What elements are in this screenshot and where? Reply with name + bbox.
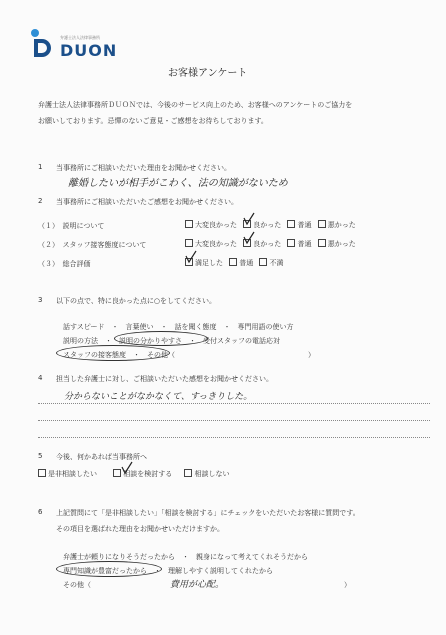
q4-number: 4 <box>38 374 43 382</box>
q5-options <box>38 469 229 479</box>
selected-option-circle <box>114 331 208 346</box>
option-label: 普通 <box>297 221 312 229</box>
q6-other-close: ） <box>344 581 351 589</box>
q3-line-2: 説明の方法 ・ 説明の分かりやすさ ・ 受付スタッフの電話応対 <box>63 337 280 345</box>
q6-other-answer: 費用が心配。 <box>170 580 225 590</box>
logo-tagline: 弁護士法人法律事務所 <box>60 35 100 40</box>
option-label: 普通 <box>239 259 254 267</box>
check-mark-row-2 <box>244 232 254 243</box>
q4-text: 担当した弁護士に対し、ご相談いただいた感想をお聞かせください。 <box>56 375 273 383</box>
q1-text: 当事務所にご相談いただいた理由をお聞かせください。 <box>56 164 231 172</box>
option-label: 悪かった <box>327 240 356 248</box>
selected-option-circle <box>56 345 170 361</box>
option-label: 相談を検討する <box>123 470 173 478</box>
option-label: 普通 <box>297 240 312 248</box>
option-label: 是非相談したい <box>48 470 97 478</box>
q1-answer: 離婚したいが相手がこわく、法の知識がないため <box>68 178 288 189</box>
answer-line <box>38 437 430 438</box>
q2-text: 当事務所にご相談いただいたご感想をお聞かせください。 <box>56 198 238 206</box>
q6-number: 6 <box>38 508 43 516</box>
q1-number: 1 <box>38 163 43 171</box>
option-label: 大変良かった <box>195 221 237 229</box>
check-mark-row-3 <box>186 251 196 262</box>
intro-line-2: お願いしております。忌憚のないご意見・ご感想をお待ちしております。 <box>38 117 268 125</box>
q6-line-1: 弁護士が頼りになりそうだったから ・ 親身になって考えてくれそうだから <box>63 553 308 561</box>
checkbox[interactable] <box>184 469 192 477</box>
q3-line-3: スタッフの接客態度 ・ その他（ ） <box>63 351 315 359</box>
q5-text: 今後、何かあれば当事務所へ <box>56 453 147 461</box>
q2-number: 2 <box>38 197 43 205</box>
q3-line-1: 話すスピード ・ 言葉使い ・ 話を聞く態度 ・ 専門用語の使い方 <box>63 323 294 331</box>
q2-row-1-label: （１） 説明について <box>38 222 105 230</box>
q3-number: 3 <box>38 296 43 304</box>
option-label: 良かった <box>253 221 282 229</box>
option-label: 満足した <box>195 259 223 267</box>
answer-line <box>38 420 430 421</box>
page-title: お客様アンケート <box>168 68 248 79</box>
q2-row-2-label: （２） スタッフ接客態度について <box>38 241 147 249</box>
selected-option-circle <box>56 561 162 577</box>
q5-number: 5 <box>38 452 43 460</box>
option-label: 悪かった <box>327 221 356 229</box>
option-label: 大変良かった <box>195 240 237 248</box>
intro-line-1: 弁護士法人法律事務所ＤＵＯＮでは、今後のサービス向上のため、お客様へのアンケートのご協力を <box>38 101 353 109</box>
q6-line-2: 専門知識が豊富だったから ・ 理解しやすく説明してくれたから <box>63 567 273 575</box>
q4-answer: 分からないことがなかなくて、すっきりした。 <box>64 392 253 402</box>
checkbox-checked[interactable] <box>113 469 121 477</box>
checkbox[interactable] <box>38 469 46 477</box>
q2-row-3-label: （３） 総合評価 <box>38 260 91 268</box>
logo-name: DUON <box>60 41 118 60</box>
q6-other-label: その他（ <box>63 581 91 589</box>
option-label: 相談しない <box>194 470 230 478</box>
option-label: 不満 <box>269 259 284 267</box>
q3-text: 以下の点で、特に良かった点に○をしてください。 <box>56 297 216 305</box>
q6-text-1: 上記質問にて「是非相談したい」「相談を検討する」にチェックをいただいたお客様に質問です。 <box>56 509 360 517</box>
q6-text-2: その項目を選ばれた理由をお聞かせいただけますか。 <box>56 525 224 533</box>
option-label: 良かった <box>253 240 282 248</box>
answer-line <box>38 403 430 404</box>
check-mark-row-1 <box>244 213 254 224</box>
